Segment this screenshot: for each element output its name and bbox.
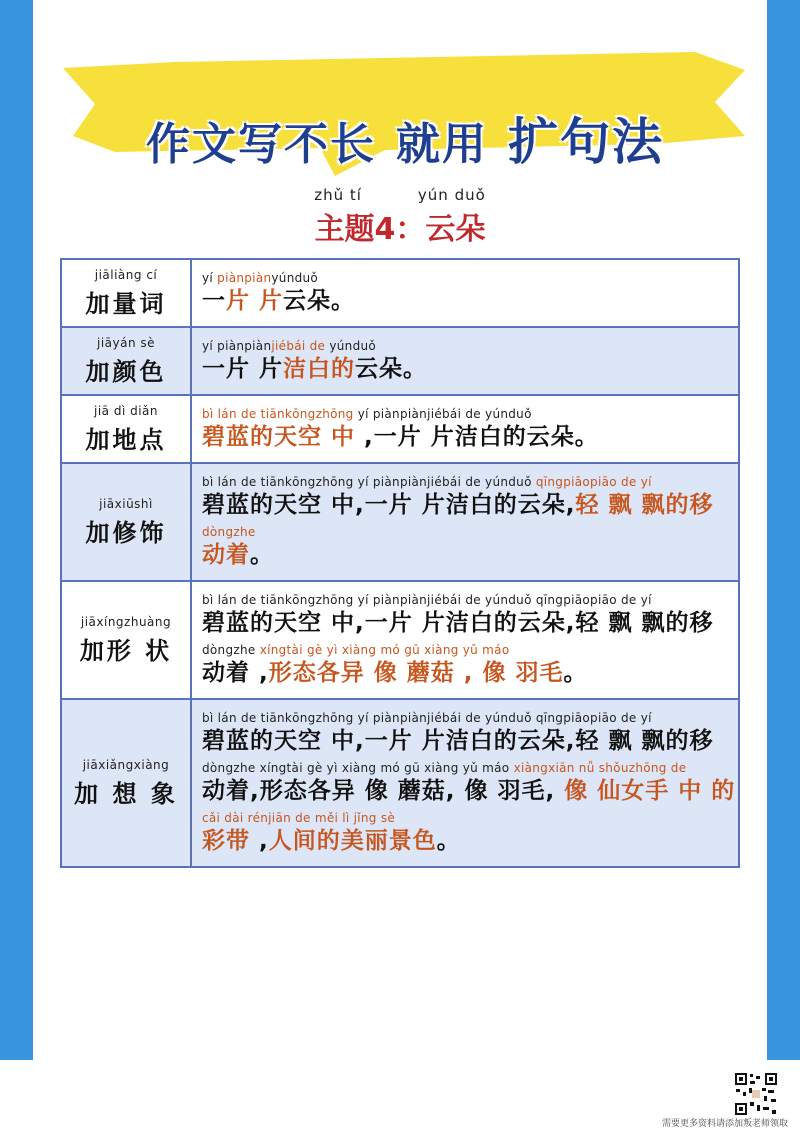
banner-title-part3: 扩句法 (508, 113, 664, 171)
highlighted-text: 像 仙女手 中 的 (555, 778, 736, 804)
theme-title: 主题4：云朵 (314, 212, 486, 247)
highlighted-text: qīngpiāopiāo de yí (535, 475, 652, 489)
plain-text: 动着,形态各异 像 蘑菇, 像 羽毛, (202, 778, 556, 804)
chinese-line (202, 608, 728, 638)
pinyin-line (202, 642, 728, 658)
pinyin-line (202, 338, 728, 354)
plain-text: bì lán de tiānkōngzhōng yí piànpiànjiébái de yúnduǒ qīngpiāopiāo de yí (202, 593, 652, 607)
highlighted-text: jiébái de (271, 339, 330, 353)
plain-text: 。 (436, 828, 461, 854)
highlighted-text: 动着 (202, 542, 250, 568)
banner-title (55, 102, 755, 174)
chinese-line (202, 354, 728, 384)
sentence-line (202, 810, 735, 856)
chinese-line (202, 540, 728, 570)
row-label-pinyin: jiā dì diǎn (93, 403, 158, 418)
row-label-cell (62, 328, 192, 394)
expansion-table (60, 258, 740, 868)
highlighted-text: 人间的美丽景色 (268, 828, 437, 854)
table-row (62, 700, 738, 866)
plain-text: bì lán de tiānkōngzhōng yí piànpiànjiébái de yúnduǒ (202, 475, 536, 489)
row-sentence-cell (192, 582, 738, 698)
plain-text: 动着 , (202, 660, 269, 686)
pinyin-line (202, 270, 728, 286)
footer (583, 1072, 788, 1128)
theme-pinyin-2: yún duǒ (417, 186, 486, 204)
row-sentence-cell (192, 328, 738, 394)
sentence-line (202, 406, 728, 452)
sentence-line (202, 760, 735, 806)
row-label-cell (62, 700, 192, 866)
row-label: 加修饰 (85, 518, 167, 547)
highlighted-text: 洁白的 (283, 356, 356, 382)
table-row (62, 396, 738, 464)
table-row (62, 464, 738, 582)
row-label: 加 想 象 (74, 779, 178, 808)
table-row (62, 582, 738, 700)
highlighted-text: 形态各异 像 蘑菇 , 像 羽毛 (268, 660, 564, 686)
row-label-pinyin: jiāxiǎngxiàng (82, 757, 170, 772)
chinese-line (202, 490, 728, 520)
pinyin-line (202, 710, 735, 726)
banner-title-part2: 就用 (396, 119, 488, 170)
row-label-pinyin: jiāxiūshì (99, 496, 153, 511)
row-label-cell (62, 464, 192, 580)
highlighted-text: 片 片 (226, 288, 284, 314)
highlighted-text: cǎi dài rénjiān de měi lì jǐng sè (202, 811, 396, 825)
table-row (62, 260, 738, 328)
plain-text: 碧蓝的天空 中,一片 片洁白的云朵,轻 飘 飘的移 (202, 610, 714, 636)
plain-text: 云朵。 (355, 356, 428, 382)
chinese-line (202, 826, 735, 856)
sentence-line (202, 338, 728, 384)
chinese-line (202, 776, 735, 806)
right-side-bar (767, 0, 800, 1060)
row-label-cell (62, 396, 192, 462)
row-label: 加量词 (85, 289, 167, 318)
plain-text: bì lán de tiānkōngzhōng yí piànpiànjiébái de yúnduǒ qīngpiāopiāo de yí (202, 711, 652, 725)
plain-text: yí piànpiànjiébái de yúnduǒ (353, 407, 532, 421)
highlighted-text: bì lán de tiānkōngzhōng (202, 407, 354, 421)
plain-text: 。 (563, 660, 588, 686)
title-banner (55, 40, 755, 180)
plain-text: yúnduǒ (271, 271, 319, 285)
row-label-cell (62, 582, 192, 698)
plain-text: dòngzhe xíngtài gè yì xiàng mó gū xiàng yǔ máo (202, 761, 514, 775)
row-sentence-cell (192, 464, 738, 580)
pinyin-line (202, 592, 728, 608)
sentence-line (202, 710, 735, 756)
highlighted-text: dòngzhe (202, 525, 256, 539)
row-label: 加颜色 (85, 357, 167, 386)
plain-text: yí piànpiàn (202, 339, 272, 353)
plain-text: 。 (250, 542, 274, 568)
sentence-line (202, 270, 728, 316)
sentence-line (202, 524, 728, 570)
highlighted-text: 碧蓝的天空 中 (202, 424, 356, 450)
theme-pinyin-1: zhǔ tí (314, 186, 362, 204)
plain-text: 碧蓝的天空 中,一片 片洁白的云朵, (202, 492, 576, 518)
sentence-line (202, 592, 728, 638)
highlighted-text: 轻 飘 飘的移 (575, 492, 714, 518)
plain-text: dòngzhe (202, 643, 260, 657)
row-label-pinyin: jiāyán sè (96, 335, 156, 350)
row-label: 加形 状 (79, 636, 173, 665)
plain-text: 碧蓝的天空 中,一片 片洁白的云朵,轻 飘 飘的移 (202, 728, 714, 754)
theme-pinyin (0, 186, 800, 204)
sentence-line (202, 474, 728, 520)
pinyin-line (202, 474, 728, 490)
plain-text: yí (202, 271, 218, 285)
pinyin-line (202, 406, 728, 422)
chinese-line (202, 658, 728, 688)
highlighted-text: xiàngxiān nǚ shǒuzhōng de (513, 761, 687, 775)
row-sentence-cell (192, 396, 738, 462)
left-side-bar (0, 0, 33, 1060)
pinyin-line (202, 810, 735, 826)
highlighted-text: xíngtài gè yì xiàng mó gū xiàng yǔ máo (259, 643, 510, 657)
plain-text: 一片 片 (202, 356, 284, 382)
chinese-line (202, 422, 728, 452)
footer-text: 需要更多资料请添加叛老师领取 (661, 1119, 788, 1129)
row-label-pinyin: jiāxíngzhuàng (80, 614, 172, 629)
sentence-line (202, 642, 728, 688)
pinyin-line (202, 760, 735, 776)
highlighted-text: 彩带 (202, 828, 250, 854)
highlighted-text: piànpiàn (217, 271, 272, 285)
row-sentence-cell (192, 700, 745, 866)
row-label-cell (62, 260, 192, 326)
qr-code-icon (734, 1072, 778, 1116)
table-row (62, 328, 738, 396)
row-sentence-cell (192, 260, 738, 326)
row-label-pinyin: jiāliàng cí (94, 267, 158, 282)
chinese-line (202, 286, 728, 316)
plain-text: , (250, 828, 269, 854)
row-label: 加地点 (85, 425, 167, 454)
pinyin-line (202, 524, 728, 540)
chinese-line (202, 726, 735, 756)
banner-title-part1: 作文写不长 (146, 119, 376, 170)
plain-text: ,一片 片洁白的云朵。 (355, 424, 599, 450)
plain-text: yúnduǒ (329, 339, 377, 353)
plain-text: 一 (202, 288, 226, 314)
plain-text: 云朵。 (283, 288, 356, 314)
